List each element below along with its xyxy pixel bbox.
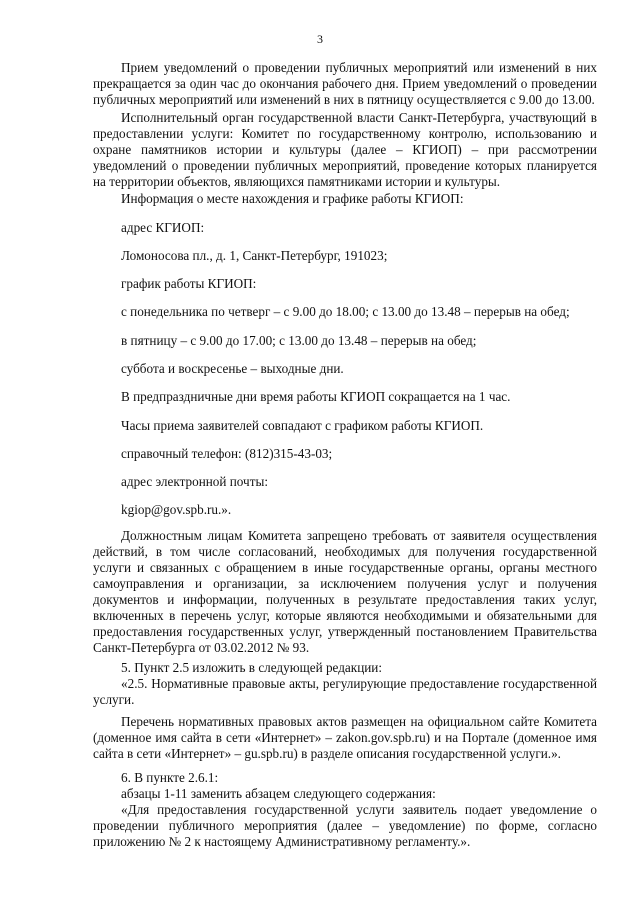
paragraph-text: Исполнительный орган государственной власти Санкт-Петербурга, участвующий в предоставлении услуги: Комитет по государственному контролю, использованию и охране памятников истории и культуры (далее – КГИОП) – при рассмотрении уведомлений о проведении публичных мероприятий, проведение которых планируется на территории объектов, являющихся памятниками истории и культуры. (93, 110, 597, 189)
item-5 (93, 660, 597, 762)
schedule-friday: в пятницу – с 9.00 до 17.00; с 13.00 до 13.48 – перерыв на обед; (121, 333, 477, 348)
reception-hours: Часы приема заявителей совпадают с графиком работы КГИОП. (121, 418, 484, 433)
schedule-pre-holiday: В предпраздничные дни время работы КГИОП сокращается на 1 час. (121, 389, 511, 404)
paragraph-text: Должностным лицам Комитета запрещено требовать от заявителя осуществления действий, в том числе согласований, необходимых для получения государственной услуги и связанных с обращением в иные государственные органы, органы местного самоуправления и организации, за исключением получения услуг и получения документов и информации, полученных в результате предоставления таких услуг, включенных в перечень услуг, которые являются необходимыми и обязательными для предоставления государственных услуг, утвержденный постановлением Правительства Санкт-Петербурга от 03.02.2012 № 93. (93, 528, 597, 655)
info-heading: Информация о месте нахождения и графике работы КГИОП: (121, 191, 464, 206)
page-number: 3 (317, 32, 323, 46)
schedule-mon-thu: с понедельника по четверг – с 9.00 до 18.00; с 13.00 до 13.48 – перерыв на обед; (121, 304, 570, 319)
item-6-heading: 6. В пункте 2.6.1: (121, 770, 219, 785)
schedule-label: график работы КГИОП: (121, 276, 257, 291)
item-6-subheading: абзацы 1-11 заменить абзацем следующего содержания: (121, 786, 436, 801)
email-value: kgiop@gov.spb.ru.». (121, 502, 232, 517)
item-5-list-text: Перечень нормативных правовых актов размещен на официальном сайте Комитета (доменное имя сайта в сети «Интернет» – zakon.gov.spb.ru) и на Портале (доменное имя сайта в сети «Интернет» – gu.spb.ru) в разделе описания государственной услуги.». (93, 714, 597, 761)
item-5-quote: «2.5. Нормативные правовые акты, регулирующие предоставление государственной услуги. (93, 676, 597, 707)
item-6 (93, 770, 597, 850)
paragraph-text: Прием уведомлений о проведении публичных мероприятий или изменений в них прекращается за один час до окончания рабочего дня. Прием уведомлений о проведении публичных мероприятий или изменений в них в пятницу осуществляется с 9.00 до 13.00. (93, 60, 597, 107)
item-6-quote: «Для предоставления государственной услуги заявитель подает уведомление о проведении публичного мероприятия (далее – уведомление) по форме, согласно приложению № 2 к настоящему Административному регламенту.». (93, 802, 597, 849)
phone-line: справочный телефон: (812)315-43-03; (121, 446, 333, 461)
paragraph-prohibition (93, 528, 597, 656)
address-label: адрес КГИОП: (121, 220, 205, 235)
paragraph-executive-body (93, 110, 597, 190)
schedule-weekend: суббота и воскресенье – выходные дни. (121, 361, 344, 376)
address-value: Ломоносова пл., д. 1, Санкт-Петербург, 191023; (121, 248, 388, 263)
email-label: адрес электронной почты: (121, 474, 268, 489)
paragraph-notification-hours (93, 60, 597, 108)
item-5-heading: 5. Пункт 2.5 изложить в следующей редакции: (121, 660, 383, 675)
